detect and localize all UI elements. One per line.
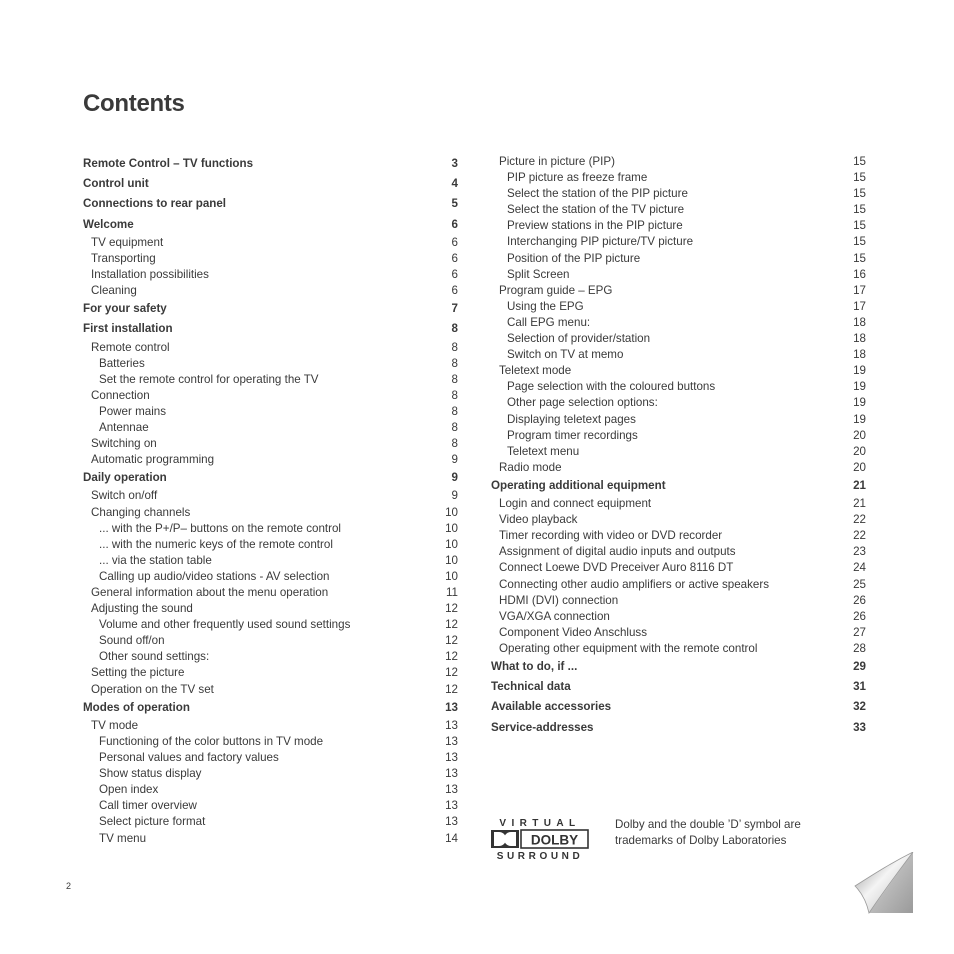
toc-entry-label: Select the station of the PIP picture xyxy=(507,187,688,201)
toc-entry[interactable] xyxy=(491,154,866,170)
toc-entry[interactable] xyxy=(83,569,458,585)
page-curl-icon[interactable] xyxy=(853,852,915,914)
toc-entry[interactable] xyxy=(83,585,458,601)
toc-entry[interactable] xyxy=(83,452,458,468)
toc-entry-page: 8 xyxy=(451,437,458,451)
toc-entry-page: 12 xyxy=(445,666,458,680)
toc-entry-page: 29 xyxy=(853,660,866,673)
toc-entry[interactable] xyxy=(83,251,458,267)
toc-entry-label: Welcome xyxy=(83,217,134,231)
toc-entry-page: 15 xyxy=(853,171,866,185)
toc-entry[interactable] xyxy=(491,512,866,528)
dolby-double-d-icon xyxy=(491,830,519,848)
toc-column-left xyxy=(83,154,458,847)
toc-entry-label: Installation possibilities xyxy=(91,267,209,281)
page-title: Contents xyxy=(83,90,185,117)
toc-entry[interactable] xyxy=(83,553,458,569)
toc-entry[interactable] xyxy=(83,798,458,814)
toc-entry-label: TV menu xyxy=(99,831,147,845)
toc-entry-page: 15 xyxy=(853,187,866,201)
toc-entry-label: Open index xyxy=(99,783,159,797)
toc-entry[interactable] xyxy=(491,412,866,428)
toc-entry-label: General information about the menu operation xyxy=(91,586,329,599)
toc-entry-page: 13 xyxy=(445,783,458,797)
toc-entry[interactable] xyxy=(83,319,458,339)
toc-entry-label: Using the EPG xyxy=(507,299,584,313)
toc-entry-label: Functioning of the color buttons in TV mode xyxy=(99,734,324,748)
toc-entry[interactable] xyxy=(83,235,458,251)
toc-entry[interactable] xyxy=(83,299,458,319)
toc-entry[interactable] xyxy=(83,340,458,356)
toc-entry-page: 15 xyxy=(853,219,866,233)
toc-entry-label: Select picture format xyxy=(99,815,206,829)
toc-entry-page: 33 xyxy=(853,720,866,734)
toc-entry[interactable] xyxy=(491,657,866,677)
toc-entry-label: HDMI (DVI) connection xyxy=(499,593,619,607)
dolby-logo-mid-text: DOLBY xyxy=(530,832,579,848)
toc-entry[interactable] xyxy=(83,436,458,452)
toc-entry[interactable] xyxy=(491,267,866,283)
toc-entry-label: VGA/XGA connection xyxy=(499,609,610,623)
toc-entry-page: 4 xyxy=(451,177,458,191)
toc-entry[interactable] xyxy=(491,528,866,544)
toc-entry-label: Picture in picture (PIP) xyxy=(499,155,615,168)
toc-entry-page: 13 xyxy=(445,718,458,732)
page-number: 2 xyxy=(66,881,72,891)
toc-entry-label: Program timer recordings xyxy=(507,428,638,442)
toc-entry-page: 28 xyxy=(853,641,866,655)
toc-entry-page: 5 xyxy=(451,197,458,211)
toc-entry-label: Connect Loewe DVD Preceiver Auro 8116 DT xyxy=(499,561,734,575)
toc-entry-label: Other sound settings: xyxy=(99,650,210,664)
toc-entry[interactable] xyxy=(491,560,866,576)
toc-entry-page: 25 xyxy=(853,577,866,591)
toc-entry-label: Switching on xyxy=(91,437,157,451)
toc-entry-label: Call EPG menu: xyxy=(507,315,591,329)
toc-entry-label: Transporting xyxy=(91,251,156,265)
toc-entry-label: Batteries xyxy=(99,356,145,370)
toc-entry-page: 17 xyxy=(853,299,866,313)
toc-entry[interactable] xyxy=(83,766,458,782)
toc-entry[interactable] xyxy=(83,215,458,235)
toc-entry-label: Teletext mode xyxy=(499,364,572,378)
toc-entry-label: Component Video Anschluss xyxy=(499,625,648,639)
toc-entry[interactable] xyxy=(491,202,866,218)
toc-entry[interactable] xyxy=(83,372,458,388)
toc-entry-page: 6 xyxy=(451,251,458,265)
toc-entry-label: Available accessories xyxy=(491,700,612,714)
toc-entry-label: Program guide – EPG xyxy=(499,283,613,297)
toc-entry-page: 21 xyxy=(853,478,866,492)
toc-entry-label: Page selection with the coloured buttons xyxy=(507,380,716,394)
toc-entry-page: 8 xyxy=(451,356,458,370)
dolby-virtual-surround-logo xyxy=(491,817,589,861)
toc-entry-page: 8 xyxy=(451,388,458,402)
toc-entry-label: Connections to rear panel xyxy=(83,197,227,211)
toc-entry[interactable] xyxy=(491,718,866,738)
toc-entry[interactable] xyxy=(83,665,458,681)
toc-entry-page: 16 xyxy=(853,267,866,281)
toc-entry-page: 12 xyxy=(445,602,458,616)
toc-entry[interactable] xyxy=(491,476,866,496)
toc-entry-page: 15 xyxy=(853,203,866,217)
toc-entry[interactable] xyxy=(491,544,866,560)
toc-entry[interactable] xyxy=(491,363,866,379)
toc-entry[interactable] xyxy=(491,697,866,717)
toc-entry-page: 19 xyxy=(853,380,866,394)
toc-entry[interactable] xyxy=(83,388,458,404)
toc-entry-label: Show status display xyxy=(99,767,202,781)
toc-entry-label: Antennae xyxy=(99,420,149,434)
toc-entry-label: Adjusting the sound xyxy=(91,602,193,616)
toc-entry-page: 9 xyxy=(451,489,458,503)
toc-entry-page: 31 xyxy=(853,680,866,694)
toc-entry-label: Selection of provider/station xyxy=(507,332,651,346)
toc-entry-label: ... via the station table xyxy=(99,553,212,567)
toc-entry-page: 10 xyxy=(445,569,458,583)
toc-entry[interactable] xyxy=(83,698,458,718)
toc-entry-label: Displaying teletext pages xyxy=(507,412,636,426)
toc-entry-label: Changing channels xyxy=(91,505,191,519)
toc-entry[interactable] xyxy=(83,468,458,488)
toc-entry-page: 26 xyxy=(853,593,866,607)
toc-entry-page: 18 xyxy=(853,332,866,346)
toc-entry-page: 8 xyxy=(451,340,458,354)
toc-entry[interactable] xyxy=(491,460,866,476)
toc-entry-page: 10 xyxy=(445,505,458,519)
toc-column-right xyxy=(491,154,866,738)
dolby-logo-top-text: VIRTUAL xyxy=(499,818,581,829)
toc-entry-label: Set the remote control for operating the TV xyxy=(99,372,319,386)
toc-entry-page: 10 xyxy=(445,553,458,567)
toc-entry-label: Power mains xyxy=(99,404,167,418)
toc-entry-label: First installation xyxy=(83,322,173,336)
toc-entry-label: For your safety xyxy=(83,302,167,316)
toc-entry-label: ... with the numeric keys of the remote control xyxy=(99,537,333,551)
toc-entry-page: 12 xyxy=(445,618,458,632)
toc-entry[interactable] xyxy=(83,718,458,734)
toc-entry-label: Switch on TV at memo xyxy=(507,348,624,362)
toc-entry-label: Video playback xyxy=(499,513,578,527)
dolby-trademark-note xyxy=(615,817,815,849)
toc-entry[interactable] xyxy=(83,633,458,649)
toc-entry[interactable] xyxy=(491,234,866,250)
toc-entry-page: 26 xyxy=(853,609,866,623)
toc-entry[interactable] xyxy=(491,641,866,657)
toc-entry[interactable] xyxy=(491,395,866,411)
toc-entry-label: Setting the picture xyxy=(91,666,185,680)
toc-entry-label: Calling up audio/video stations - AV selection xyxy=(99,569,330,583)
dolby-logo-bottom-text: SURROUND xyxy=(496,851,584,861)
toc-entry-page: 6 xyxy=(451,217,458,231)
toc-entry-page: 8 xyxy=(451,322,458,336)
toc-entry-label: Automatic programming xyxy=(91,453,215,467)
toc-entry-page: 8 xyxy=(451,404,458,418)
toc-entry[interactable] xyxy=(491,315,866,331)
toc-entry-label: Cleaning xyxy=(91,284,137,298)
toc-entry-page: 15 xyxy=(853,155,866,168)
toc-entry-page: 8 xyxy=(451,372,458,386)
toc-entry[interactable] xyxy=(83,537,458,553)
toc-entry[interactable] xyxy=(83,782,458,798)
toc-entry[interactable] xyxy=(491,428,866,444)
toc-entry[interactable] xyxy=(83,356,458,372)
toc-entry-page: 9 xyxy=(451,453,458,467)
toc-entry-page: 22 xyxy=(853,513,866,527)
toc-entry[interactable] xyxy=(491,593,866,609)
toc-entry-label: Service-addresses xyxy=(491,720,594,734)
toc-entry[interactable] xyxy=(491,677,866,697)
toc-entry-page: 9 xyxy=(451,471,458,485)
toc-entry[interactable] xyxy=(83,194,458,214)
toc-entry[interactable] xyxy=(491,299,866,315)
toc-entry[interactable] xyxy=(83,154,458,174)
toc-entry-page: 15 xyxy=(853,235,866,249)
toc-entry[interactable] xyxy=(491,331,866,347)
toc-entry-page: 13 xyxy=(445,751,458,765)
dolby-note-line-2: trademarks of Dolby Laboratories xyxy=(615,834,787,847)
toc-entry-page: 22 xyxy=(853,529,866,543)
toc-entry-label: Switch on/off xyxy=(91,489,158,503)
toc-entry-page: 13 xyxy=(445,815,458,829)
dolby-note-line-1: Dolby and the double ’D’ symbol are xyxy=(615,818,801,831)
toc-entry-label: Assignment of digital audio inputs and outputs xyxy=(499,545,736,559)
toc-entry-label: Remote Control – TV functions xyxy=(83,157,254,170)
toc-entry-label: Technical data xyxy=(491,680,571,694)
toc-entry-page: 12 xyxy=(445,650,458,664)
toc-entry-label: Volume and other frequently used sound settings xyxy=(99,618,351,632)
toc-entry-page: 6 xyxy=(451,235,458,249)
toc-entry-label: PIP picture as freeze frame xyxy=(507,171,648,185)
toc-entry-label: Modes of operation xyxy=(83,700,190,714)
toc-entry[interactable] xyxy=(83,649,458,665)
toc-entry-label: Radio mode xyxy=(499,460,562,474)
toc-entry-page: 7 xyxy=(451,302,458,316)
toc-entry[interactable] xyxy=(491,609,866,625)
toc-entry-label: Operation on the TV set xyxy=(91,682,214,696)
toc-entry-page: 10 xyxy=(445,521,458,535)
toc-entry[interactable] xyxy=(491,186,866,202)
toc-entry-page: 6 xyxy=(451,284,458,298)
toc-entry[interactable] xyxy=(83,734,458,750)
toc-entry-label: Connecting other audio amplifiers or active speakers xyxy=(499,577,770,591)
toc-entry-page: 27 xyxy=(853,625,866,639)
toc-entry-label: Operating other equipment with the remote control xyxy=(499,641,758,655)
toc-entry[interactable] xyxy=(83,488,458,504)
toc-entry[interactable] xyxy=(83,521,458,537)
toc-entry-label: Teletext menu xyxy=(507,444,580,458)
toc-entry-page: 10 xyxy=(445,537,458,551)
toc-entry[interactable] xyxy=(491,218,866,234)
toc-entry-page: 12 xyxy=(445,682,458,696)
toc-entry-page: 23 xyxy=(853,545,866,559)
toc-entry-label: Call timer overview xyxy=(99,799,197,813)
toc-entry-label: Connection xyxy=(91,388,150,402)
toc-entry[interactable] xyxy=(83,750,458,766)
toc-entry-label: Other page selection options: xyxy=(507,396,658,410)
toc-entry[interactable] xyxy=(491,625,866,641)
toc-entry-page: 17 xyxy=(853,283,866,297)
toc-entry-page: 20 xyxy=(853,444,866,458)
toc-entry-page: 13 xyxy=(445,734,458,748)
toc-entry-label: Personal values and factory values xyxy=(99,751,279,765)
toc-entry[interactable] xyxy=(83,267,458,283)
toc-entry-page: 21 xyxy=(853,497,866,511)
toc-entry-label: TV mode xyxy=(91,718,139,732)
toc-entry-label: Timer recording with video or DVD recorder xyxy=(499,529,723,543)
toc-entry-page: 32 xyxy=(853,700,866,714)
toc-entry-page: 18 xyxy=(853,315,866,329)
toc-entry-page: 3 xyxy=(451,157,458,170)
toc-entry-page: 15 xyxy=(853,251,866,265)
toc-entry[interactable] xyxy=(491,444,866,460)
toc-entry[interactable] xyxy=(83,682,458,698)
toc-entry[interactable] xyxy=(491,496,866,512)
toc-entry[interactable] xyxy=(491,251,866,267)
toc-entry-label: Interchanging PIP picture/TV picture xyxy=(507,235,694,249)
toc-entry-label: Position of the PIP picture xyxy=(507,251,641,265)
toc-entry-page: 11 xyxy=(445,586,458,599)
toc-entry-label: TV equipment xyxy=(91,235,164,249)
toc-entry[interactable] xyxy=(83,404,458,420)
toc-entry-label: Preview stations in the PIP picture xyxy=(507,219,683,233)
toc-entry-label: Control unit xyxy=(83,177,149,191)
toc-entry-page: 8 xyxy=(451,420,458,434)
toc-entry-page: 18 xyxy=(853,348,866,362)
toc-entry-page: 6 xyxy=(451,267,458,281)
toc-entry[interactable] xyxy=(491,347,866,363)
toc-entry[interactable] xyxy=(83,505,458,521)
toc-entry[interactable] xyxy=(83,601,458,617)
toc-entry-page: 20 xyxy=(853,460,866,474)
toc-entry-label: Daily operation xyxy=(83,471,167,485)
toc-entry[interactable] xyxy=(491,379,866,395)
toc-entry-page: 20 xyxy=(853,428,866,442)
toc-entry[interactable] xyxy=(491,170,866,186)
toc-entry-label: Operating additional equipment xyxy=(491,478,666,492)
toc-entry-label: ... with the P+/P– buttons on the remote control xyxy=(99,521,341,535)
toc-entry-label: What to do, if ... xyxy=(491,660,578,673)
toc-entry-page: 24 xyxy=(853,561,866,575)
toc-entry-page: 13 xyxy=(445,799,458,813)
toc-entry-label: Remote control xyxy=(91,340,170,354)
toc-entry[interactable] xyxy=(491,283,866,299)
toc-entry-page: 19 xyxy=(853,412,866,426)
toc-entry-label: Login and connect equipment xyxy=(499,497,652,511)
toc-entry-page: 13 xyxy=(445,700,458,714)
toc-entry[interactable] xyxy=(83,420,458,436)
toc-entry-label: Split Screen xyxy=(507,267,570,281)
toc-entry[interactable] xyxy=(83,617,458,633)
toc-entry-label: Select the station of the TV picture xyxy=(507,203,685,217)
toc-entry-page: 13 xyxy=(445,767,458,781)
toc-entry[interactable] xyxy=(83,174,458,194)
toc-entry-page: 19 xyxy=(853,396,866,410)
toc-entry-page: 19 xyxy=(853,364,866,378)
toc-entry[interactable] xyxy=(83,814,458,830)
toc-entry-page: 12 xyxy=(445,634,458,648)
toc-entry-page: 14 xyxy=(445,831,458,845)
toc-entry[interactable] xyxy=(491,577,866,593)
toc-entry[interactable] xyxy=(83,831,458,847)
toc-entry-label: Sound off/on xyxy=(99,634,165,648)
toc-entry[interactable] xyxy=(83,283,458,299)
